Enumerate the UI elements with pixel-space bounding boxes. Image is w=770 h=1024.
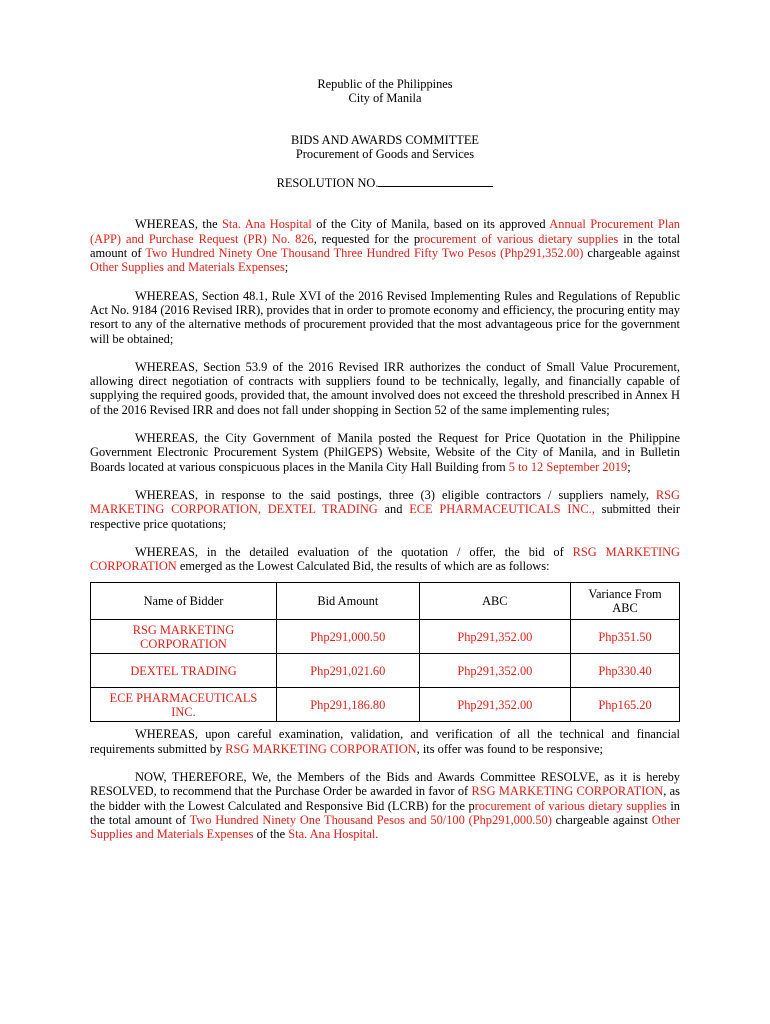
charge-account: Other Supplies and Materials Expenses: [90, 260, 285, 275]
supplier-names-2: ECE PHARMACEUTICALS INC.,: [409, 502, 595, 517]
paragraph-whereas-request: WHEREAS, the Sta. Ana Hospital of the City of Manila, based on its approved Annual Procurement Plan (APP) and Purchase Request (PR) No. 826, requested for the procurement of various dietary supplies in the total amount of Two Hundred Ninety One Thousand Three Hundred Fifty Two Pesos (Php291,352.00) chargeable against Other Supplies and Materials Expenses;: [90, 217, 681, 275]
header-name-of-bidder: Name of Bidder: [91, 583, 277, 620]
committee-title: BIDS AND AWARDS COMMITTEE: [291, 132, 479, 147]
hospital-name: Sta. Ana Hospital: [222, 217, 312, 232]
paragraph-whereas-section-53: WHEREAS, Section 53.9 of the 2016 Revised IRR authorizes the conduct of Small Value Procurement, allowing direct negotiation of contracts with suppliers found to be technically, legally, and financially capable of supplying the required goods, provided that, the amount involved does not exceed the threshold prescribed in Annex H of the 2016 Revised IRR and does not fall under shopping in Section 52 of the same implementing rules;: [90, 359, 680, 417]
table-row: [91, 654, 680, 688]
committee-subtitle: Procurement of Goods and Services: [295, 146, 475, 161]
app-pr-reference: Annual Procurement Plan (APP) and Purchase Request (PR) No. 826: [90, 217, 680, 246]
table-row: [91, 620, 680, 654]
header-variance: Variance From ABC: [571, 583, 680, 620]
variance-amount: Php165.20: [571, 688, 680, 722]
responsive-bidder: RSG MARKETING CORPORATION: [225, 741, 417, 756]
resolution-number-blank: [378, 175, 493, 187]
paragraph-whereas-evaluation: WHEREAS, in the detailed evaluation of the quotation / offer, the bid of RSG MARKETING CORPORATION emerged as the Lowest Calculated Bid, the results of which are as follows:: [90, 544, 680, 574]
variance-amount: Php351.50: [571, 620, 680, 654]
header-line-republic: Republic of the Philippines: [317, 77, 453, 91]
procurement-item: rocurement of various dietary supplies: [474, 798, 667, 813]
bid-results-table: [90, 582, 680, 722]
awarded-bidder: RSG MARKETING CORPORATION: [471, 784, 664, 799]
posting-dates: 5 to 12 September 2019: [508, 459, 628, 474]
resolution-document: [90, 77, 680, 842]
abc-amount: Php291,352.00: [419, 620, 570, 654]
bid-amount: Php291,186.80: [276, 688, 419, 722]
paragraph-whereas-section-48: WHEREAS, Section 48.1, Rule XVI of the 2016 Revised Implementing Rules and Regulations of Republic Act No. 9184 (2016 Revised IRR), provides that in order to promote economy and efficiency, the procuring entity may resort to any of the alternative methods of procurement provided that the most advantageous price for the government will be obtained;: [90, 288, 680, 346]
hospital-name: Sta. Ana Hospital.: [288, 827, 379, 842]
bid-amount: Php291,000.50: [276, 620, 419, 654]
bidder-name: RSG MARKETING CORPORATION: [91, 620, 277, 654]
abc-amount-words: Two Hundred Ninety One Thousand Three Hundred Fifty Two Pesos (Php291,352.00): [145, 246, 584, 261]
resolution-number: [90, 175, 680, 190]
lowest-bidder: RSG MARKETING CORPORATION: [90, 544, 680, 574]
bidder-name: ECE PHARMACEUTICALS INC.: [91, 688, 277, 722]
variance-amount: Php330.40: [571, 654, 680, 688]
paragraph-whereas-suppliers: WHEREAS, in response to the said postings, three (3) eligible contractors / suppliers namely, RSG MARKETING CORPORATION, DEXTEL TRADING and ECE PHARMACEUTICALS INC., submitted their respective price quotations;: [90, 487, 680, 531]
paragraph-whereas-posting: WHEREAS, the City Government of Manila posted the Request for Price Quotation in the Philippine Government Electronic Procurement System (PhilGEPS) Website, Website of the City of Manila, and in Bulletin Boards located at various conspicuous places in the Manila City Hall Building from 5 to 12 September 2019;: [90, 431, 680, 474]
table-row: [91, 688, 680, 722]
abc-amount: Php291,352.00: [419, 688, 570, 722]
charge-account: Other Supplies and Materials Expenses: [90, 812, 680, 842]
bid-amount: Php291,021.60: [276, 654, 419, 688]
abc-amount: Php291,352.00: [419, 654, 570, 688]
paragraph-resolved: NOW, THEREFORE, We, the Members of the Bids and Awards Committee RESOLVE, as it is hereby RESOLVED, to recommend that the Purchase Order be awarded in favor of RSG MARKETING CORPORATION, as the bidder with the Lowest Calculated and Responsive Bid (LCRB) for the procurement of various dietary supplies in the total amount of Two Hundred Ninety One Thousand Pesos and 50/100 (Php291,000.50) chargeable against Other Supplies and Materials Expenses of the Sta. Ana Hospital.: [90, 770, 680, 842]
table-header-row: [91, 583, 680, 620]
header-bid-amount: Bid Amount: [276, 583, 419, 620]
procurement-item: rocurement of various dietary supplies: [420, 231, 619, 246]
supplier-names-1: RSG MARKETING CORPORATION, DEXTEL TRADING: [90, 487, 680, 517]
header-abc: ABC: [419, 583, 570, 620]
resolution-label: RESOLUTION NO.: [276, 176, 379, 191]
award-amount-words: Two Hundred Ninety One Thousand Pesos and 50/100 (Php291,000.50): [189, 812, 552, 827]
paragraph-whereas-verification: WHEREAS, upon careful examination, validation, and verification of all the technical and financial requirements submitted by RSG MARKETING CORPORATION, its offer was found to be responsive;: [90, 727, 680, 756]
bidder-name: DEXTEL TRADING: [91, 654, 277, 688]
header-line-city: City of Manila: [348, 91, 422, 106]
